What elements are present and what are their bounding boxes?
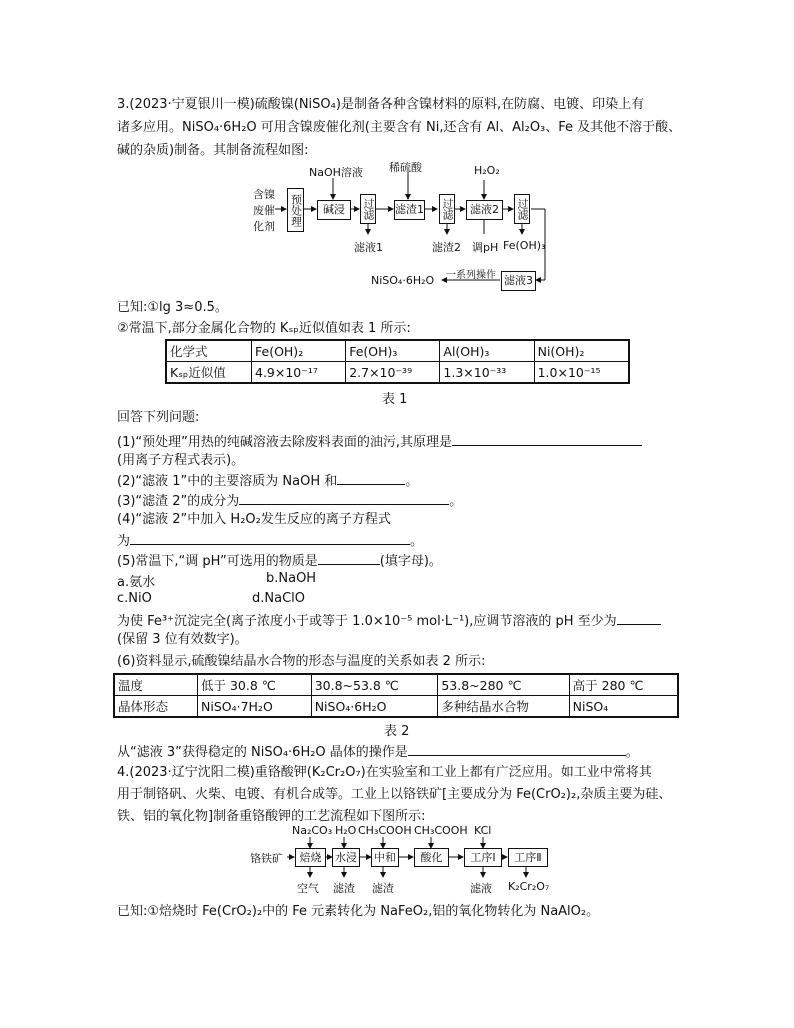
q3-part5-tail: (填字母)。 [379,554,442,569]
table-cell: Fe(OH)₂ [252,340,346,362]
q3-product: NiSO₄·6H₂O [371,274,435,287]
q3-output-filtrate1: 滤液1 [354,241,383,254]
q3-option-c: c.NiO [117,591,152,606]
q3-box-filter2 [439,194,455,224]
q4-box-leach-label: 水浸 [335,850,357,864]
q4-box-acid [414,848,449,867]
q4-box-roast-label: 焙烧 [299,850,322,864]
q3-part1-line1 [117,432,642,451]
q3-box-liquid3-label: 滤液3 [504,274,533,287]
q3-box-liquid2-label: 滤液2 [470,203,499,216]
table-cell: 高于 280 ℃ [569,674,678,696]
table-cell: 4.9×10⁻¹⁷ [252,362,346,384]
table-row [166,362,629,384]
q4-reagent-na2co3: Na₂CO₃ [292,824,333,837]
table-cell: 化学式 [166,340,252,362]
q3-step-ph: 调pH [472,241,499,254]
q3-part3-period: 。 [449,494,463,509]
q3-output-residue2: 滤渣2 [432,241,461,254]
q4-box-leach [332,848,360,867]
q3-box-alkali-label: 碱浸 [323,203,345,216]
q4-box-step2 [508,848,548,867]
q3-reagent-h2o2: H₂O₂ [474,164,500,177]
q3-part6b-answer-blank[interactable] [408,742,626,756]
q3-part3-answer-blank[interactable] [239,491,449,505]
q3-box-filter2-label: 过滤 [441,198,454,220]
q3-part1-answer-blank[interactable] [452,432,642,446]
table-cell: 温度 [114,674,198,696]
q4-box-step2-label: 工序Ⅱ [514,850,542,864]
table-row [114,696,678,718]
q3-box-pretreat-label: 预处理 [289,193,303,227]
q4-input-air: 空气 [297,882,319,895]
table-cell: 1.0×10⁻¹⁵ [534,362,629,384]
q3-table1-caption: 表 1 [382,392,408,407]
q3-part3-text: (3)“滤渣 2”的成分为 [117,494,240,509]
table-cell: 低于 30.8 ℃ [198,674,312,696]
q3-box-liquid3 [501,271,536,291]
table-cell: 晶体形态 [114,696,198,718]
q3-table2-caption: 表 2 [384,724,410,739]
q3-heading-line1: 3.(2023·宁夏银川一模)硫酸镍(NiSO₄)是制备各种含镍材料的原料,在防腐、电镀、印染上有 [117,97,645,112]
table-cell: 30.8~53.8 ℃ [311,674,438,696]
q4-output-residue-1: 滤渣 [333,882,355,895]
q3-option-a: a.氨水 [117,575,156,590]
table-cell: NiSO₄ [569,696,678,718]
q3-box-liquid2 [466,200,503,220]
q3-part1-text: (1)“预处理”用热的纯碱溶液去除废料表面的油污,其原理是 [117,435,453,450]
q3-part2 [117,471,418,490]
q4-box-neutral [371,848,399,867]
q3-part5 [117,551,442,570]
q3-part2-period: 。 [405,474,419,489]
q3-box-filter3-label: 过滤 [516,198,529,220]
q3-box-filter1-label: 过滤 [362,198,375,220]
table-cell: Fe(OH)₃ [346,340,440,362]
q3-part5-line3: (保留 3 位有效数字)。 [117,632,248,647]
q4-reagent-ch3cooh-1: CH₃COOH [358,824,412,837]
q3-feed-label-1: 含镍 [253,188,275,201]
q4-heading-line2: 用于制铬矾、火柴、电镀、有机合成等。工业上以铬铁矿[主要成分为 Fe(CrO₂)₂,杂质主要为硅、 [117,787,672,802]
q4-heading-line1: 4.(2023·辽宁沈阳二模)重铬酸钾(K₂Cr₂O₇)在实验室和工业上都有广泛应用。如工业中常将其 [117,765,652,780]
q4-box-roast [295,848,326,867]
table-cell: 53.8~280 ℃ [438,674,569,696]
q3-reagent-dilute: 稀硫酸 [389,161,422,174]
table-cell: Kₛₚ近似值 [166,362,252,384]
q3-part6b-text: 从“滤液 3”获得稳定的 NiSO₄·6H₂O 晶体的操作是 [117,745,408,760]
q3-part3 [117,491,462,510]
q3-output-feoh3: Fe(OH)₃ [503,239,546,252]
table-cell: NiSO₄·7H₂O [198,696,312,718]
q3-step-series: 一系列操作 [446,270,496,281]
q3-part2-text: (2)“滤液 1”中的主要溶质为 NaOH 和 [117,474,338,489]
q4-output-k2cr2o7: K₂Cr₂O₇ [508,880,550,893]
q3-heading-line3: 碱的杂质)制备。其制备流程如图: [117,143,309,158]
q3-flow-arrows [0,0,794,300]
table-row [166,340,629,362]
table-row [114,674,678,696]
q3-part4-text: 为 [117,534,131,549]
q3-part5-answer-blank[interactable] [318,551,380,565]
q4-output-residue-2: 滤渣 [372,882,394,895]
q3-part5-line2 [117,611,661,630]
q4-known: 已知:①焙烧时 Fe(CrO₂)₂中的 Fe 元素转化为 NaFeO₂,铝的氧化物转化为 NaAlO₂。 [117,904,600,919]
q3-answer-prompt: 回答下列问题: [117,410,200,425]
q3-box-filter3 [514,194,530,224]
table-cell: Ni(OH)₂ [534,340,629,362]
q3-option-b: b.NaOH [266,571,317,586]
q3-part4-period: 。 [410,534,424,549]
q3-known-1: 已知:①lg 3≈0.5。 [117,300,228,315]
q3-feed-label-2: 废催 [253,204,275,217]
q3-known-2: ②常温下,部分金属化合物的 Kₛₚ近似值如表 1 所示: [117,321,411,336]
q3-table-crystal [113,673,679,718]
q3-part4-line2 [117,531,423,550]
q3-feed-label-3: 化剂 [253,220,275,233]
q4-reagent-ch3cooh-2: CH₃COOH [414,824,468,837]
q4-reagent-h2o: H₂O [335,824,357,837]
q4-box-acid-label: 酸化 [420,850,443,864]
q3-box-alkali [317,200,351,220]
q3-table-ksp [165,339,630,384]
q3-box-filter1 [360,194,376,224]
q4-heading-line3: 铁、铝的氧化物]制备重铬酸钾的工艺流程如下图所示: [117,809,426,824]
q3-part5b-answer-blank[interactable] [617,611,661,625]
q3-box-residue1-label: 滤渣1 [395,203,424,216]
q4-reagent-kcl: KCl [474,824,492,837]
q3-heading-line2: 诸多应用。NiSO₄·6H₂O 可用含镍废催化剂(主要含有 Ni,还含有 Al、Al₂O₃、Fe 及其他不溶于酸、 [117,120,682,135]
table-cell: NiSO₄·6H₂O [311,696,438,718]
q4-box-step1 [464,848,502,867]
table-cell: 1.3×10⁻³³ [440,362,534,384]
q4-ore-label: 铬铁矿 [250,852,283,865]
q3-part2-answer-blank[interactable] [337,471,405,485]
q3-box-residue1 [394,200,425,220]
table-cell: 2.7×10⁻³⁹ [346,362,440,384]
table-cell: Al(OH)₃ [440,340,534,362]
q3-part6: (6)资料显示,硫酸镍结晶水合物的形态与温度的关系如表 2 所示: [117,654,486,669]
q3-part1-line2: (用离子方程式表示)。 [117,453,245,468]
q3-box-pretreat [287,188,304,232]
q4-output-filtrate: 滤液 [470,882,492,895]
q4-box-step1-label: 工序Ⅰ [470,850,496,864]
q3-part4-line1: (4)“滤液 2”中加入 H₂O₂发生反应的离子方程式 [117,512,391,527]
q3-option-d: d.NaClO [252,591,305,606]
q3-part4-answer-blank[interactable] [130,531,410,545]
table-cell: 多种结晶水合物 [438,696,569,718]
q3-reagent-naoh: NaOH溶液 [309,166,363,179]
q3-part6-line2 [117,742,639,761]
q3-part5b-text: 为使 Fe³⁺沉淀完全(离子浓度小于或等于 1.0×10⁻⁵ mol·L⁻¹),应调节溶液的 pH 至少为 [117,614,617,629]
q3-part5-text: (5)常温下,“调 pH”可选用的物质是 [117,554,318,569]
q4-box-neutral-label: 中和 [374,850,396,864]
q3-part6b-period: 。 [625,745,639,760]
